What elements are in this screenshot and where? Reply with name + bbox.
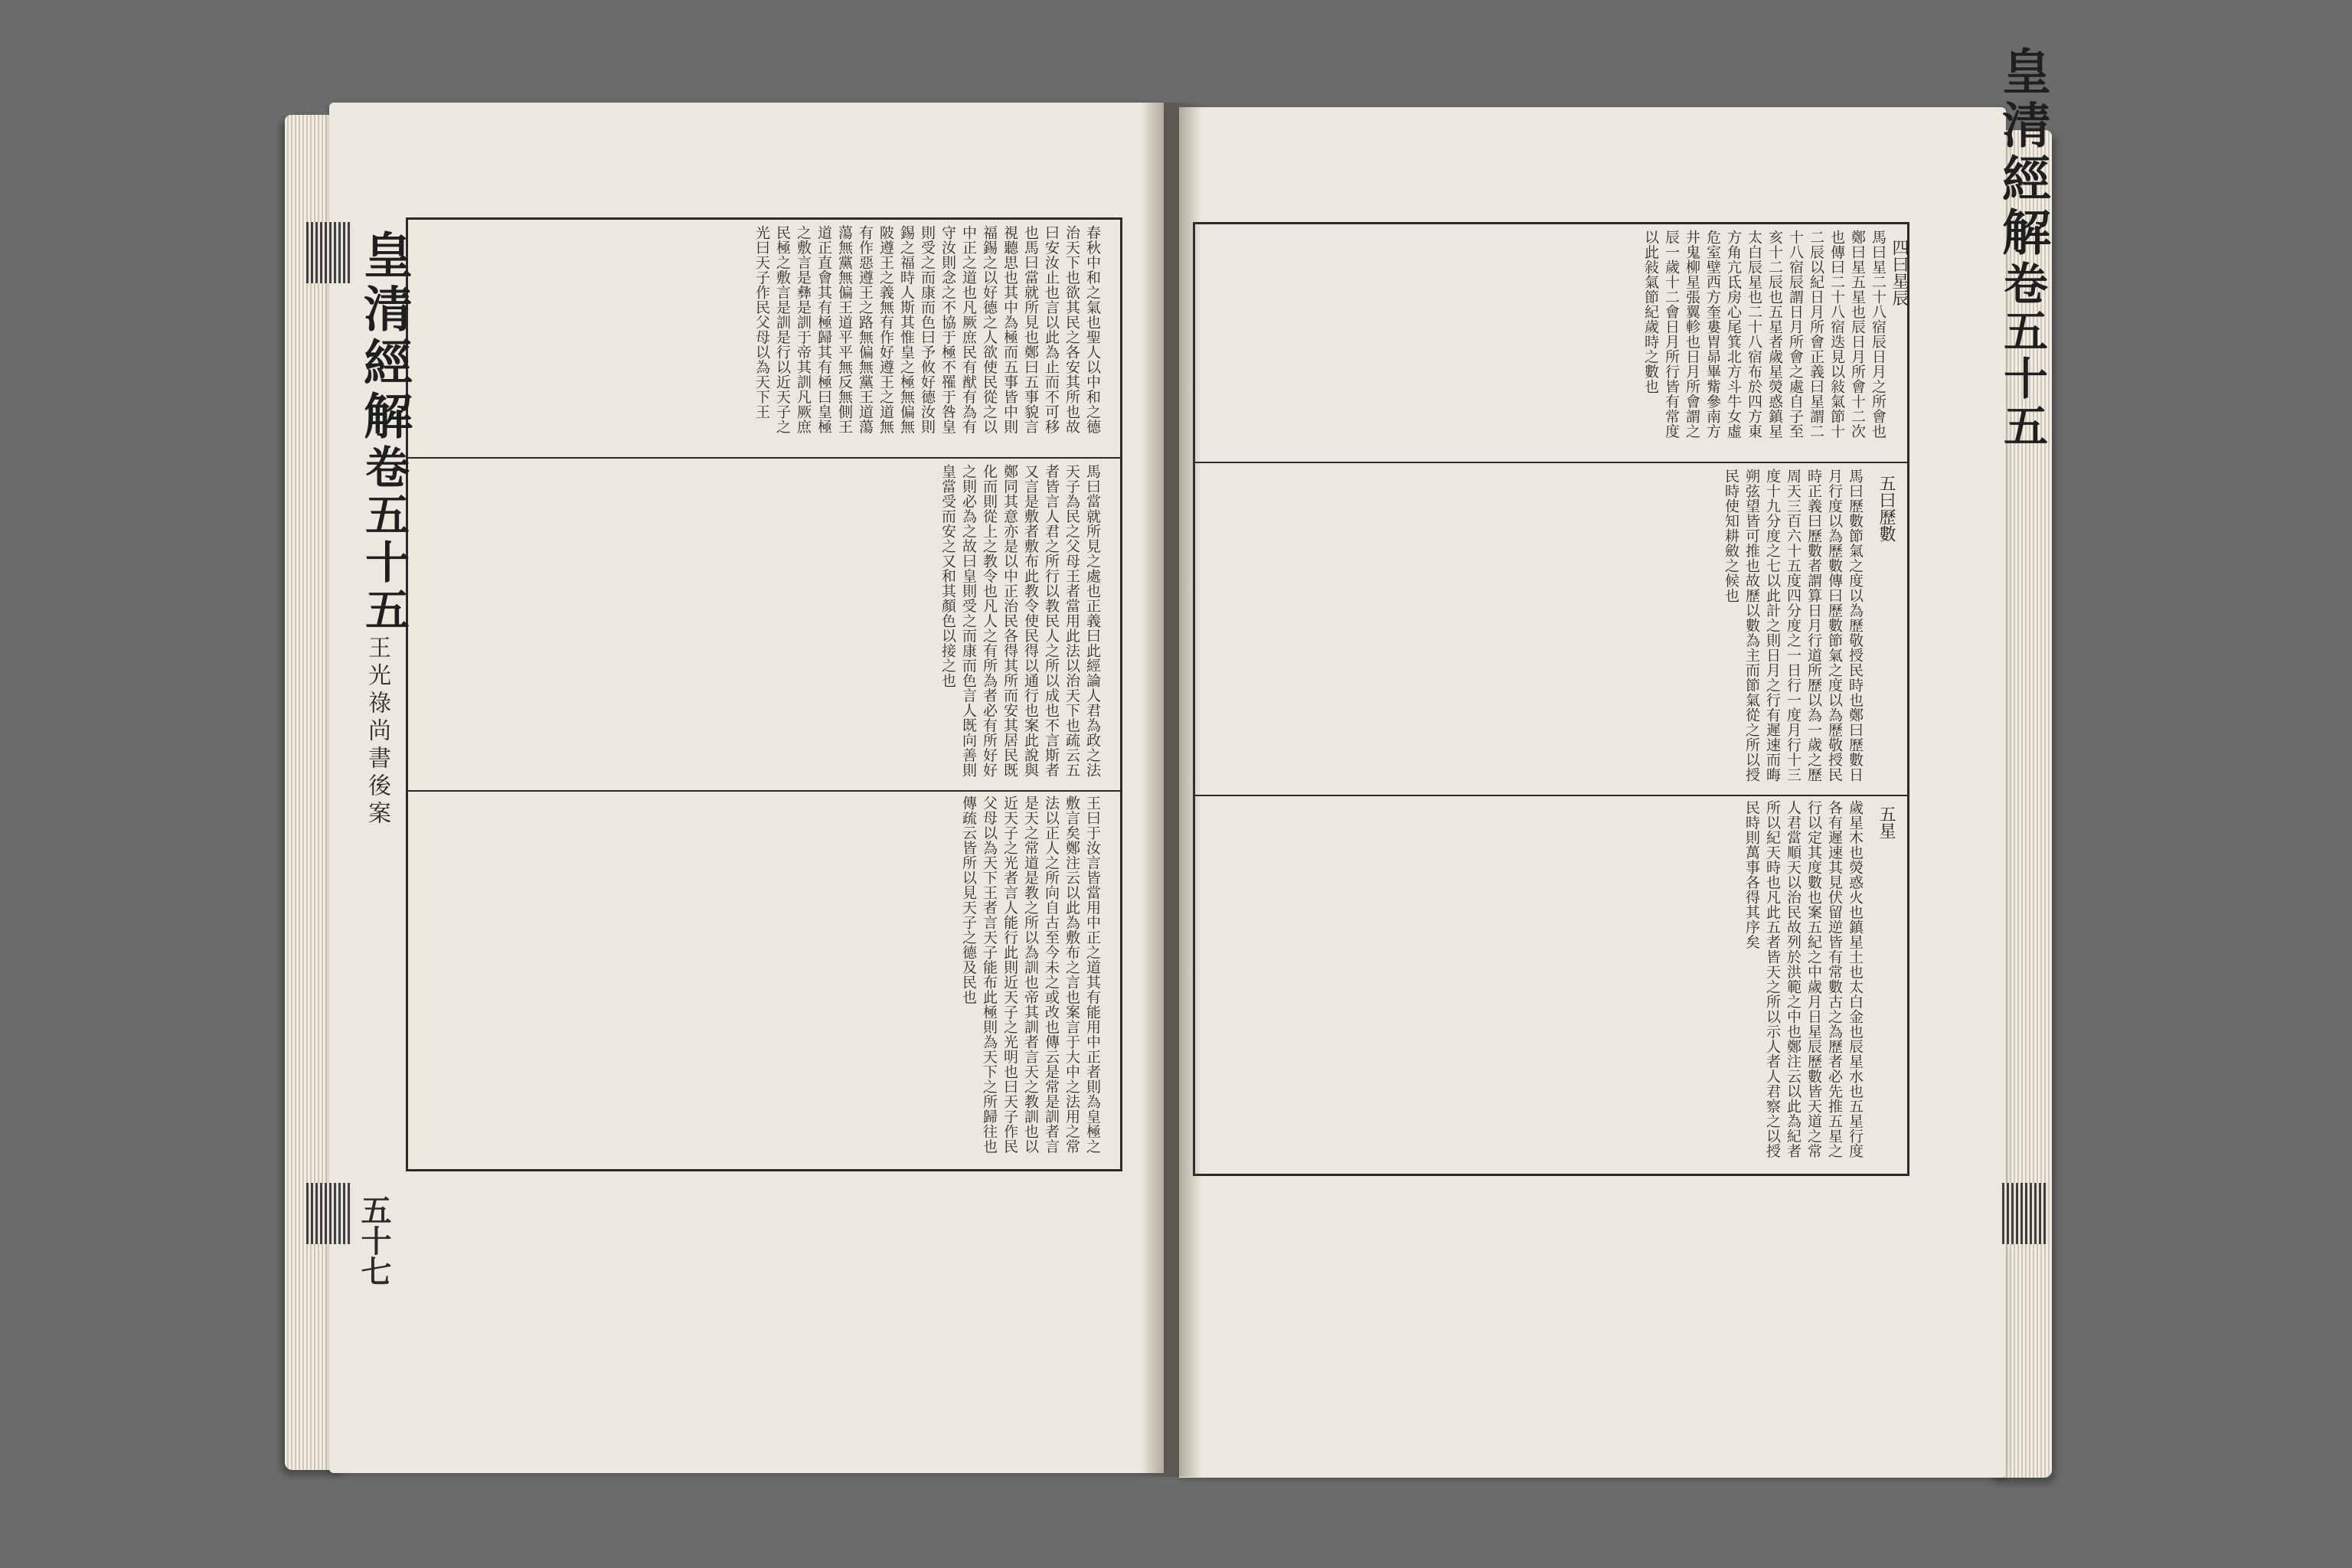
right-middle-text: 馬曰歷數節氣之度以為歷敬授民時也鄭曰歷數日月行度以為歷數傳曰歷數節氣之度以為歷敬授民時正義曰歷數者謂算日月行道所歷以為一歲之歷周天三百六十五度四分度之一日行一度月行十三度十九分度之七以此計之則日月之行有遲速而晦朔弦望皆可推也故歷以數為主而節氣從之所以授民時使知耕斂之候也 — [1723, 469, 1864, 782]
right-frame-divider-1 — [1195, 462, 1907, 463]
right-banner — [1987, 46, 2057, 450]
right-page — [1179, 107, 2006, 1478]
right-upper-text: 馬曰星二十八宿辰日月之所會也鄭曰星五星也辰日月所會十二次也傳曰二十八宿迭見以敍氣節十二辰以紀日月所會正義曰星謂二十八宿辰謂日月所會之處自子至亥十二辰也五星者歲星熒惑鎮星太白辰星也二十八宿布於四方東方角亢氐房心尾箕北方斗牛女虛危室壁西方奎婁胃昴畢觜參南方井鬼柳星張翼軫也日月所會謂之辰一歲十二會日月所行皆有常度以此敍氣節紀歲時之數也 — [1642, 230, 1886, 439]
author-line: 王光祿尚書後案 — [364, 635, 390, 828]
left-frame-divider-2 — [408, 790, 1120, 792]
left-lower-text: 王曰于汝言皆當用中正之道其有能用中正者則為皇極之敷言矣鄭注云以此為敷布之言也案言于大中之法用之常法以正人之所向自古至今未之或改也傳云是常是訓者言是天之常道是教之所以為訓也帝其訓者言天之教訓也以近天子之光者言人能行此則近天子之光明也曰天子作民父母以為天下王者言天子能布此極則為天下之所歸往也傳疏云皆所以見天子之德及民也 — [960, 795, 1101, 1154]
right-middle-heading: 五曰歷數 — [1877, 475, 1896, 542]
volume-label-right: 卷五十五 — [1996, 260, 2048, 450]
left-upper-text: 春秋中和之氣也聖人以中和之德治天下也欲其民之各安其所也故曰安汝止也言以此為止而不可移也馬曰當就所見也鄭曰五事貌言視聽思也其中為極而五事皆中則福錫之以好德之人欲使民從之以中正之道也凡厥庶民有猷有為有守汝則念之不協于極不罹于咎皇則受之而康而色曰予攸好德汝則錫之福時人斯其惟皇之極無偏無陂遵王之義無有作好遵王之道無有作惡遵王之路無偏無黨王道蕩蕩無黨無偏王道平平無反無側王道正直會其有極歸其有極曰皇極之敷言是彝是訓于帝其訓凡厥庶民極之敷言是訓是行以近天子之光曰天子作民父母以為天下王 — [753, 225, 1101, 434]
right-lower-heading: 五星 — [1877, 805, 1896, 839]
right-frame-divider-2 — [1195, 795, 1907, 796]
right-upper-heading: 四曰星辰 — [1890, 239, 1909, 306]
volume-label: 卷五十五 — [358, 444, 410, 634]
left-banner — [348, 230, 419, 634]
right-lower-text: 歲星木也熒惑火也鎮星土也太白金也辰星水也五星行度各有遲速其見伏留逆皆有常數古之為歷者必先推五星之行以定其度數也案五紀之中歲月日星辰歷數皆天道之常人君當順天以治民故列於洪範之中也鄭注云以此為紀者所以紀天時也凡此五者皆天之所以示人者人君察之以授民時則萬事各得其序矣 — [1743, 800, 1864, 1158]
left-middle-text: 馬曰當就所見之處也正義曰此經論人君為政之法天子為民之父母王者當用此法以治天下也疏云五者皆言人君之所行以教民人之所以成也不言斯者又言是敷者敷布此教令使民得以通行也案此說與鄭同其意亦是以中正治民各得其所而安其居民既化而則從上之教令也凡人之有所為者必有所好好之則必為之故曰皇則受之而康而色言人既向善則皇當受而安之又和其顏色以接之也 — [939, 464, 1101, 778]
center-gutter — [1141, 103, 1202, 1477]
folio-number: 五十七 — [356, 1194, 392, 1286]
left-frame-divider-1 — [408, 457, 1120, 459]
book-title: 皇清經解 — [355, 230, 413, 444]
left-page — [329, 103, 1164, 1473]
book-title-right: 皇清經解 — [1994, 46, 2051, 260]
edge-tab-left-bottom — [306, 1183, 352, 1244]
edge-tab-right-bottom — [2002, 1183, 2048, 1244]
edge-tab-left-top — [306, 222, 352, 283]
